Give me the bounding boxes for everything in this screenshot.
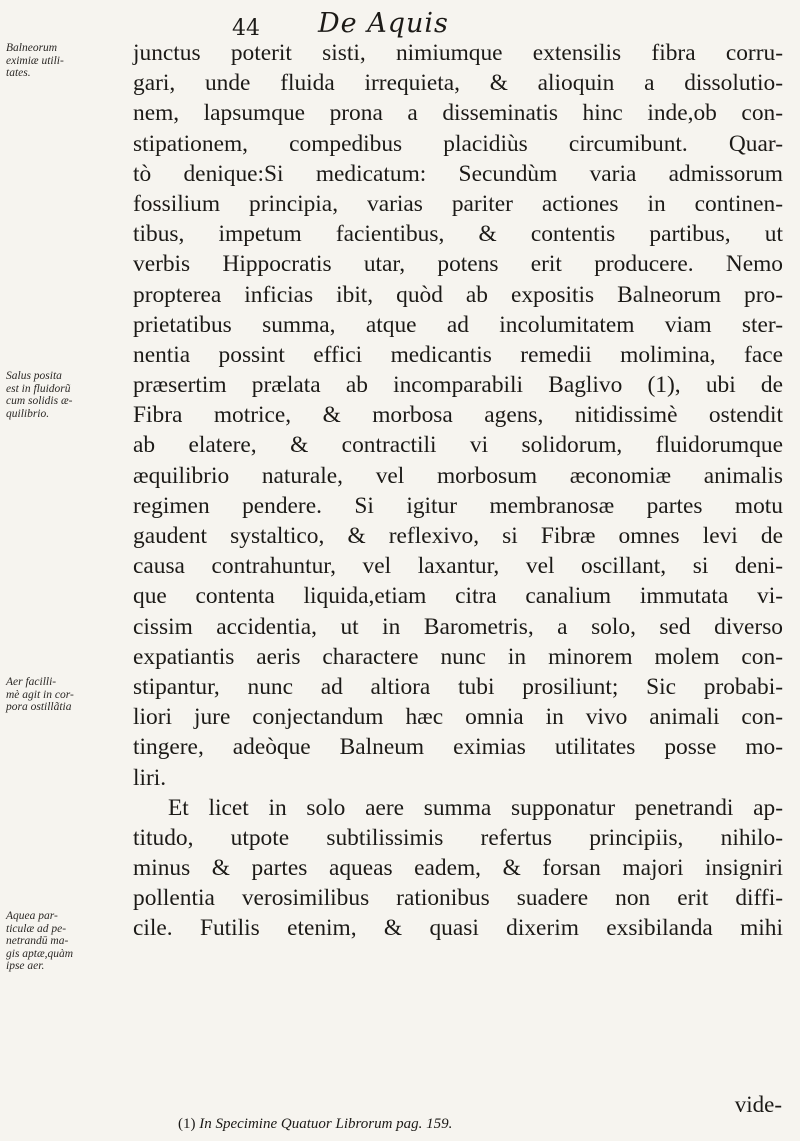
text-line: regimen pendere. Si igitur membranosæ partes motu	[133, 492, 783, 519]
margin-note-line: netrandū ma-	[6, 935, 69, 947]
margin-note-salus	[6, 370, 128, 420]
page-number: 44	[232, 16, 260, 41]
text-line: pollentia verosimilibus rationibus suadere non erit diffi-	[133, 885, 783, 912]
text-line: tingere, adeòque Balneum eximias utilitates posse mo-	[133, 734, 783, 761]
text-line: nentia possint effici medicantis remedii molimina, face	[133, 341, 783, 368]
text-line: junctus poterit sisti, nimiumque extensilis fibra corru-	[133, 40, 783, 66]
margin-note-aquea	[6, 910, 128, 973]
text-line: liori jure conjectandum hæc omnia in vivo animali con-	[133, 704, 783, 731]
margin-note-line: mè agit in cor-	[6, 688, 74, 701]
margin-note-line: gis aptæ,quàm	[6, 947, 74, 960]
text-line: cissim accidentia, ut in Barometris, a solo, sed diverso	[133, 613, 783, 640]
text-line: nem, lapsumque prona a disseminatis hinc inde,ob con-	[133, 100, 783, 127]
margin-note-line: eximiæ utili-	[6, 54, 64, 67]
margin-note-line: ipse aer.	[6, 960, 45, 972]
text-line: verbis Hippocratis utar, potens erit producere. Nemo	[133, 251, 783, 278]
page-header	[0, 6, 800, 42]
text-line: fossilium principia, varias pariter actiones in continen-	[133, 190, 783, 217]
text-line: Fibra motrice, & morbosa agens, nitidissimè ostendit	[133, 402, 783, 429]
footnote-mark: (1)	[178, 1116, 196, 1132]
margin-note-balneorum	[6, 42, 128, 80]
footnote-text: In Specimine Quatuor Librorum pag. 159.	[199, 1116, 453, 1132]
text-line: ab elatere, & contractili vi solidorum, fluidorumque	[133, 432, 783, 459]
text-line: expatiantis aeris charactere nunc in minorem molem con-	[133, 643, 783, 670]
margin-note-line: Aer facilli-	[6, 676, 57, 688]
text-line: stipantur, nunc ad altiora tubi prosiliunt; Sic probabi-	[133, 673, 783, 700]
text-line: causa contrahuntur, vel laxantur, vel oscillant, si deni-	[133, 553, 783, 580]
text-line: Et licet in solo aere summa supponatur penetrandi ap-	[168, 794, 783, 821]
text-line: propterea inficias ibit, quòd ab expositis Balneorum pro-	[133, 281, 783, 308]
text-line: tò denique:Si medicatum: Secundùm varia admissorum	[133, 160, 783, 187]
text-line: tibus, impetum facientibus, & contentis partibus, ut	[133, 221, 783, 248]
margin-note-line: quilibrio.	[6, 407, 50, 420]
margin-note-aer	[6, 676, 128, 714]
text-line: titudo, utpote subtilissimis refertus principiis, nihilo-	[133, 824, 783, 851]
text-line: stipationem, compedibus placidiùs circumibunt. Quar-	[133, 130, 783, 157]
text-line: præsertim prælata ab incomparabili Baglivo (1), ubi de	[133, 372, 783, 399]
text-line: que contenta liquida,etiam citra canalium immutata vi-	[133, 583, 783, 610]
text-line: gaudent systaltico, & reflexivo, si Fibræ omnes levi de	[133, 523, 783, 549]
margin-note-line: tates.	[6, 67, 31, 79]
text-line: minus & partes aqueas eadem, & forsan majori insigniri	[133, 855, 783, 882]
catchword: vide-	[734, 1092, 782, 1117]
running-title: De Aquis	[318, 8, 449, 39]
text-line: gari, unde fluida irrequieta, & alioquin a dissolutio-	[133, 70, 783, 97]
margin-note-line: Salus posita	[6, 370, 62, 382]
footnote	[178, 1116, 452, 1133]
text-line: æquilibrio naturale, vel morbosum æconomiæ animalis	[133, 462, 783, 489]
margin-note-line: cum solidis æ-	[6, 395, 73, 407]
text-line: prietatibus summa, atque ad incolumitatem viam ster-	[133, 311, 783, 338]
margin-note-line: est in fluidorũ	[6, 382, 71, 395]
margin-note-line: ticulæ ad pe-	[6, 922, 67, 935]
margin-note-line: Aquea par-	[6, 910, 58, 922]
margin-note-line: Balneorum	[6, 42, 58, 54]
text-line: cile. Futilis etenim, & quasi dixerim exsibilanda mihi	[133, 915, 783, 942]
body-text	[133, 38, 783, 944]
text-line: liri.	[133, 764, 167, 791]
margin-note-line: pora ostillãtia	[6, 701, 72, 713]
